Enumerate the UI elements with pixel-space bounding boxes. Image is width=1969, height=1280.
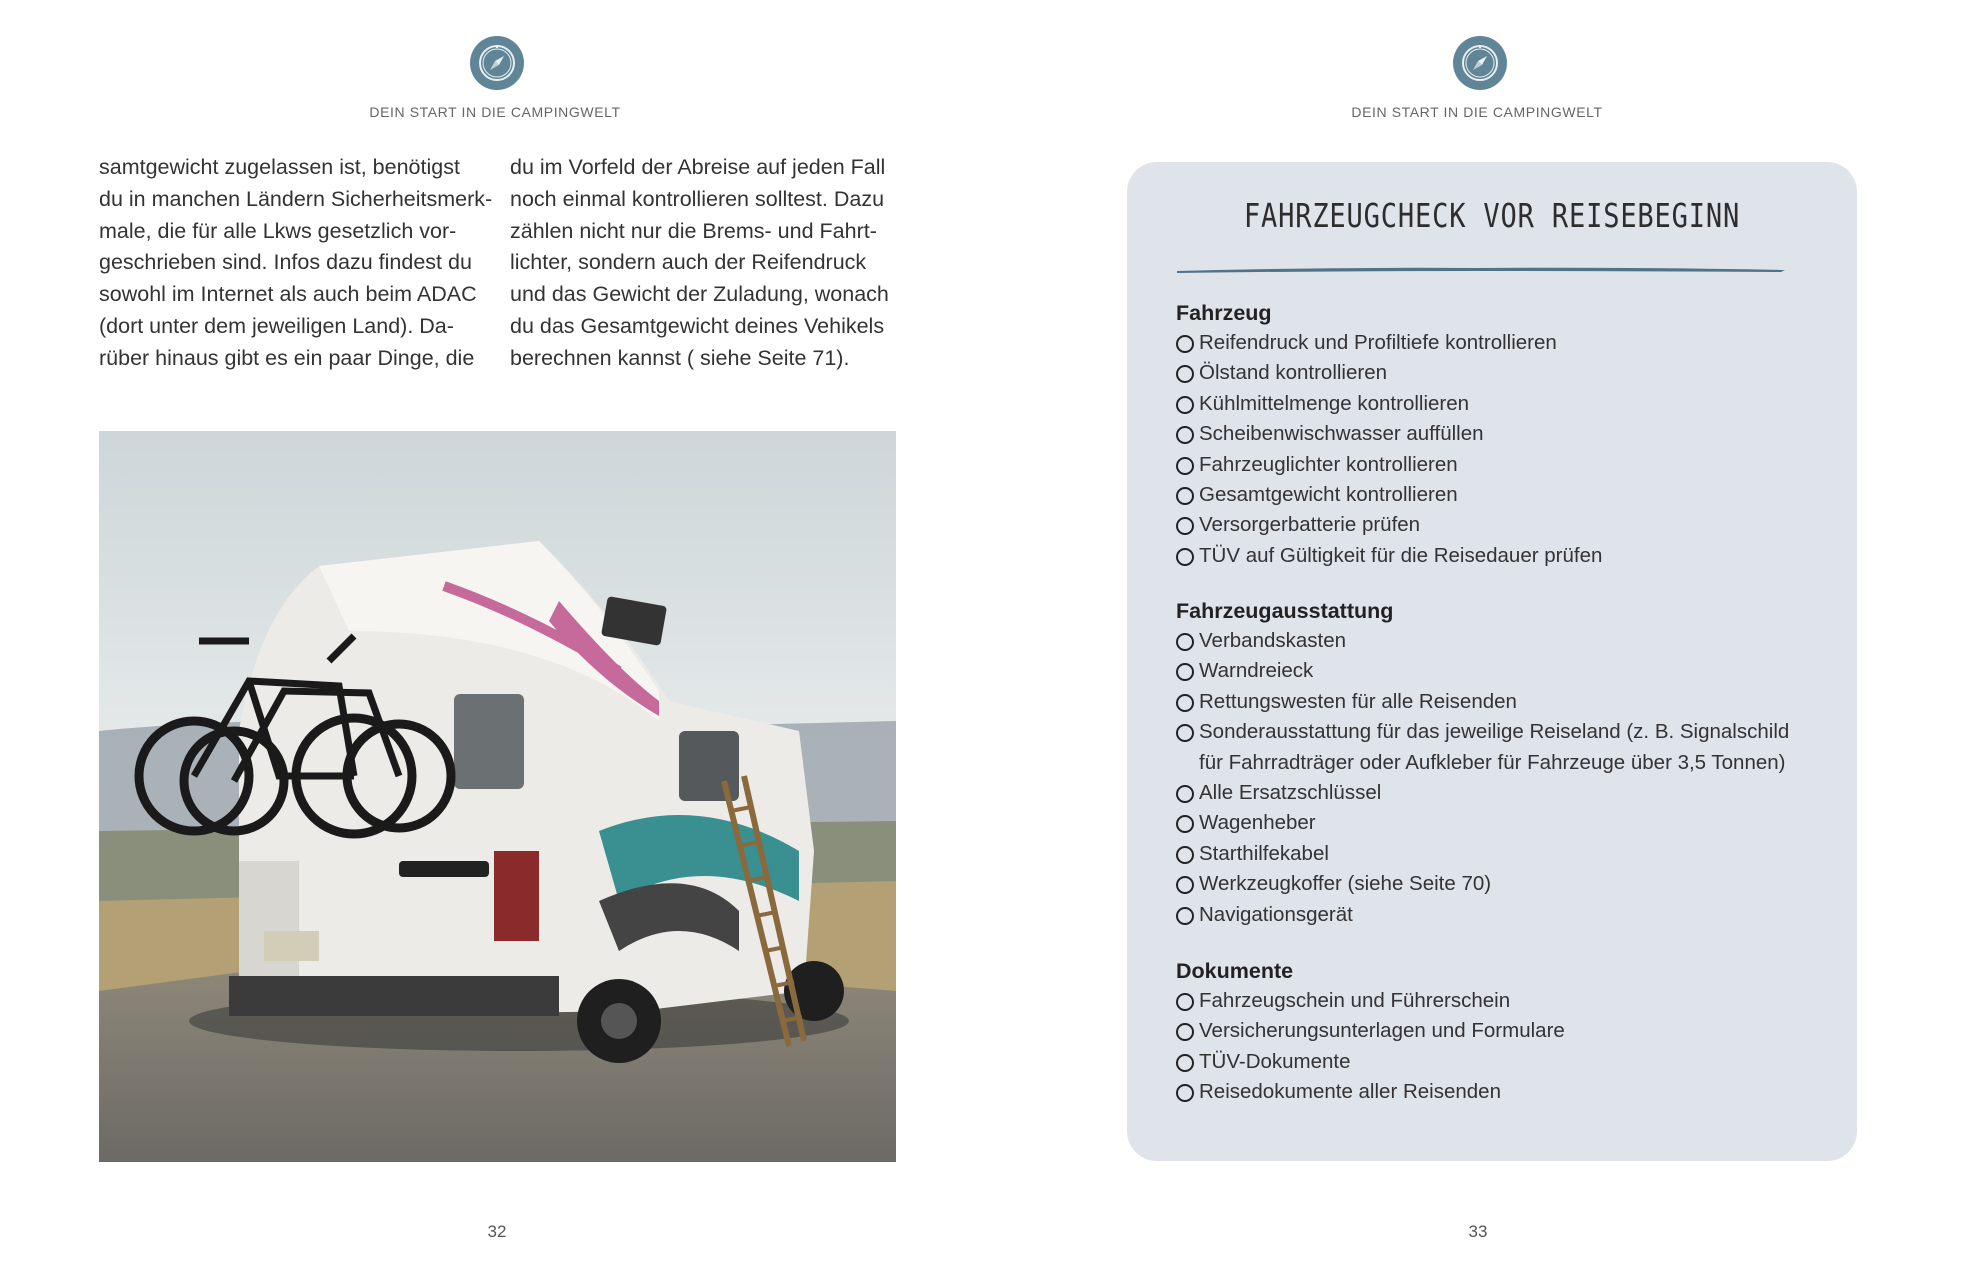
checkbox-circle-icon[interactable] (1176, 663, 1194, 681)
section-heading: Fahrzeug (1176, 301, 1272, 325)
item-label (1199, 717, 1789, 778)
item-label: Versicherungsunterlagen und Formulare (1199, 1019, 1565, 1043)
item-label-line: für Fahrradträger oder Aufkleber für Fahrzeuge über 3,5 Tonnen) (1199, 750, 1786, 774)
right-page (985, 0, 1969, 1280)
checklist-item[interactable] (1176, 626, 1789, 656)
page-number: 32 (487, 1222, 507, 1241)
checkbox-circle-icon[interactable] (1176, 815, 1194, 833)
item-label: Starthilfekabel (1199, 841, 1329, 865)
checklist-item[interactable] (1176, 1047, 1565, 1077)
item-label: Reisedokumente aller Reisenden (1199, 1080, 1501, 1104)
checkbox-circle-icon[interactable] (1176, 487, 1194, 505)
checklist-item[interactable] (1176, 869, 1789, 899)
section-heading: Fahrzeugausstattung (1176, 599, 1394, 623)
compass-icon (470, 36, 524, 90)
item-label: Gesamtgewicht kontrollieren (1199, 483, 1458, 507)
item-label: Werkzeugkoffer (siehe Seite 70) (1199, 872, 1492, 896)
checklist-item[interactable] (1176, 389, 1602, 419)
page-number: 33 (1468, 1222, 1488, 1241)
checkbox-circle-icon[interactable] (1176, 785, 1194, 803)
item-label: Scheibenwischwasser auffüllen (1199, 422, 1484, 446)
text-line: und das Gewicht der Zuladung, wonach (510, 282, 889, 307)
checklist-item[interactable] (1176, 808, 1789, 838)
checkbox-circle-icon[interactable] (1176, 876, 1194, 894)
item-label: Kühlmittelmenge kontrollieren (1199, 391, 1470, 415)
text-line: du in manchen Ländern Sicherheitsmerk- (99, 186, 493, 211)
item-label: Fahrzeuglichter kontrollieren (1199, 452, 1458, 476)
checklist-title: FAHRZEUGCHECK VOR REISEBEGINN (1243, 196, 1741, 235)
checkbox-circle-icon[interactable] (1176, 1084, 1194, 1102)
checkbox-circle-icon[interactable] (1176, 426, 1194, 444)
text-line: male, die für alle Lkws gesetzlich vor- (99, 218, 457, 243)
checklist-item[interactable] (1176, 656, 1789, 686)
item-label: Rettungswesten für alle Reisenden (1199, 689, 1517, 713)
checklist-item[interactable] (1176, 541, 1602, 571)
title-underline (1175, 265, 1787, 275)
compass-icon (1453, 36, 1507, 90)
checkbox-circle-icon[interactable] (1176, 335, 1194, 353)
item-label: TÜV-Dokumente (1199, 1049, 1351, 1073)
item-label: Fahrzeugschein und Führerschein (1199, 989, 1511, 1012)
checklist-item[interactable] (1176, 717, 1789, 778)
text-line: geschrieben sind. Infos dazu findest du (99, 250, 472, 275)
checklist-panel (1127, 162, 1857, 1161)
item-label-line: Sonderausstattung für das jeweilige Reiseland (z. B. Signalschild (1199, 720, 1790, 744)
checklist-item[interactable] (1176, 510, 1602, 540)
section-heading: Dokumente (1176, 959, 1294, 983)
item-label: Ölstand kontrollieren (1199, 361, 1388, 385)
checklist-item[interactable] (1176, 328, 1602, 358)
checklist-item[interactable] (1176, 450, 1602, 480)
text-line: (dort unter dem jeweiligen Land). Da- (99, 313, 454, 338)
section-dokumente (1176, 956, 1565, 1108)
body-text-column-2 (510, 152, 906, 375)
text-line: rüber hinaus gibt es ein paar Dinge, die (99, 345, 475, 370)
checkbox-circle-icon[interactable] (1176, 993, 1194, 1011)
checklist-item[interactable] (1176, 778, 1789, 808)
checkbox-circle-icon[interactable] (1176, 517, 1194, 535)
item-label: Wagenheber (1199, 811, 1316, 835)
checklist-item[interactable] (1176, 480, 1602, 510)
checkbox-circle-icon[interactable] (1176, 1023, 1194, 1041)
checklist-item[interactable] (1176, 358, 1602, 388)
text-line: sowohl im Internet als auch beim ADAC (99, 282, 477, 307)
item-label: Alle Ersatzschlüssel (1199, 781, 1382, 805)
text-line: du im Vorfeld der Abreise auf jeden Fall (510, 155, 886, 179)
checkbox-circle-icon[interactable] (1176, 724, 1194, 742)
item-label: Versorgerbatterie prüfen (1199, 513, 1421, 537)
item-label: Verbandskasten (1199, 629, 1347, 652)
checklist-item[interactable] (1176, 900, 1789, 930)
checklist-item[interactable] (1176, 839, 1789, 869)
body-text-column-1 (99, 152, 495, 375)
checkbox-circle-icon[interactable] (1176, 396, 1194, 414)
text-line: lichter, sondern auch der Reifendruck (510, 250, 867, 275)
checklist-item[interactable] (1176, 986, 1565, 1016)
section-fahrzeugausstattung (1176, 596, 1789, 930)
text-line: zählen nicht nur die Brems- und Fahrt- (510, 218, 877, 243)
section-fahrzeug (1176, 298, 1602, 571)
text-line: du das Gesamtgewicht deines Vehikels (510, 313, 885, 338)
checkbox-circle-icon[interactable] (1176, 907, 1194, 925)
checkbox-circle-icon[interactable] (1176, 846, 1194, 864)
item-label: TÜV auf Gültigkeit für die Reisedauer prüfen (1199, 543, 1603, 567)
left-page (0, 0, 984, 1280)
checklist-item[interactable] (1176, 1016, 1565, 1046)
text-line: noch einmal kontrollieren solltest. Dazu (510, 186, 885, 211)
checkbox-circle-icon[interactable] (1176, 633, 1194, 651)
text-line: berechnen kannst ( siehe Seite 71). (510, 345, 850, 370)
checklist-item[interactable] (1176, 687, 1789, 717)
checkbox-circle-icon[interactable] (1176, 1054, 1194, 1072)
item-label: Warndreieck (1199, 659, 1314, 683)
checklist-item[interactable] (1176, 1077, 1565, 1107)
checkbox-circle-icon[interactable] (1176, 694, 1194, 712)
camper-van-photo (99, 431, 896, 1162)
checkbox-circle-icon[interactable] (1176, 365, 1194, 383)
running-head: DEIN START IN DIE CAMPINGWELT (369, 104, 621, 120)
checkbox-circle-icon[interactable] (1176, 457, 1194, 475)
text-line: samtgewicht zugelassen ist, benötigst (99, 155, 460, 179)
checklist-item[interactable] (1176, 419, 1602, 449)
running-head: DEIN START IN DIE CAMPINGWELT (1351, 104, 1603, 120)
checkbox-circle-icon[interactable] (1176, 548, 1194, 566)
item-label: Navigationsgerät (1199, 902, 1353, 926)
item-label: Reifendruck und Profiltiefe kontrollieren (1199, 331, 1557, 354)
